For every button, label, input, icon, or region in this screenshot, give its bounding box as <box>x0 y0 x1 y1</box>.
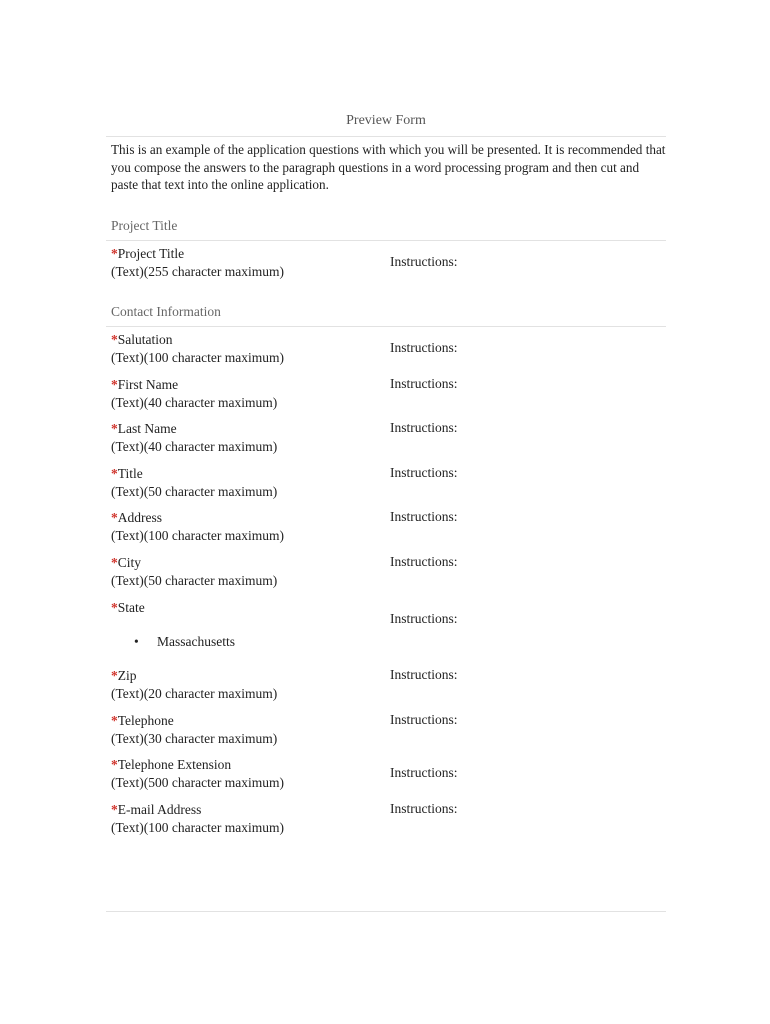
section-heading-contact-information: Contact Information <box>111 304 221 319</box>
section-divider <box>106 326 666 327</box>
field-address <box>111 509 381 545</box>
required-marker: * <box>111 421 118 436</box>
field-label: State <box>117 600 145 615</box>
preview-form <box>106 0 666 1024</box>
field-detail: (Text)(40 character maximum) <box>111 394 278 410</box>
field-detail: (Text)(100 character maximum) <box>111 349 284 365</box>
field-label-row <box>111 667 381 685</box>
field-label-row <box>111 465 381 483</box>
field-label-row <box>111 801 381 819</box>
field-label-row <box>111 245 381 263</box>
field-state <box>111 599 381 617</box>
instructions-label: Instructions: <box>390 376 458 391</box>
field-telephone-extension <box>111 756 381 792</box>
page-title: Preview Form <box>346 113 426 128</box>
required-marker: * <box>111 713 118 728</box>
list-item: • Massachusetts <box>111 634 235 650</box>
field-email-address <box>111 801 381 837</box>
field-label-row <box>111 420 381 438</box>
required-marker: * <box>111 246 118 261</box>
field-city <box>111 554 381 590</box>
field-label-row <box>111 509 381 527</box>
state-options-list <box>111 634 235 650</box>
required-marker: * <box>111 510 118 525</box>
field-detail: (Text)(50 character maximum) <box>111 483 278 499</box>
instructions-label: Instructions: <box>390 254 458 269</box>
field-project-title <box>111 245 381 281</box>
field-detail: (Text)(40 character maximum) <box>111 438 278 454</box>
field-detail: (Text)(100 character maximum) <box>111 527 284 543</box>
instructions-label: Instructions: <box>390 465 458 480</box>
footer-divider <box>106 911 666 912</box>
field-detail: (Text)(50 character maximum) <box>111 572 278 588</box>
instructions-label: Instructions: <box>390 611 458 626</box>
field-label: City <box>117 555 142 570</box>
section-heading-project-title: Project Title <box>111 218 178 233</box>
field-label: First Name <box>117 377 179 392</box>
title-divider <box>106 136 666 137</box>
instructions-label: Instructions: <box>390 667 458 682</box>
field-detail: (Text)(255 character maximum) <box>111 263 284 279</box>
field-detail: (Text)(500 character maximum) <box>111 774 284 790</box>
required-marker: * <box>111 668 118 683</box>
instructions-label: Instructions: <box>390 420 458 435</box>
intro-paragraph: This is an example of the application questions with which you will be presented. It is recommended that you compose the answers to the paragraph questions in a word processing program and then cut and paste that text into the online application. <box>111 142 666 193</box>
field-label-row <box>111 712 381 730</box>
field-label: Telephone <box>117 713 174 728</box>
field-label: Address <box>117 510 162 525</box>
required-marker: * <box>111 802 118 817</box>
required-marker: * <box>111 555 118 570</box>
instructions-label: Instructions: <box>390 801 458 816</box>
field-label-row <box>111 376 381 394</box>
field-label-row <box>111 756 381 774</box>
field-detail: (Text)(100 character maximum) <box>111 819 284 835</box>
field-title <box>111 465 381 501</box>
field-salutation <box>111 331 381 367</box>
field-label-row <box>111 599 381 617</box>
required-marker: * <box>111 466 118 481</box>
field-label: Last Name <box>117 421 177 436</box>
instructions-label: Instructions: <box>390 712 458 727</box>
section-divider <box>106 240 666 241</box>
field-label-row <box>111 331 381 349</box>
field-label: Salutation <box>117 332 173 347</box>
field-label: Zip <box>117 668 137 683</box>
instructions-label: Instructions: <box>390 765 458 780</box>
instructions-label: Instructions: <box>390 340 458 355</box>
field-telephone <box>111 712 381 748</box>
field-detail: (Text)(30 character maximum) <box>111 730 278 746</box>
field-first-name <box>111 376 381 412</box>
field-label: Project Title <box>117 246 185 261</box>
field-label-row <box>111 554 381 572</box>
instructions-label: Instructions: <box>390 554 458 569</box>
field-label: E-mail Address <box>117 802 202 817</box>
required-marker: * <box>111 332 118 347</box>
required-marker: * <box>111 600 118 615</box>
field-label: Telephone Extension <box>117 757 232 772</box>
field-detail: (Text)(20 character maximum) <box>111 685 278 701</box>
required-marker: * <box>111 757 118 772</box>
instructions-label: Instructions: <box>390 509 458 524</box>
field-label: Title <box>117 466 143 481</box>
required-marker: * <box>111 377 118 392</box>
field-zip <box>111 667 381 703</box>
field-last-name <box>111 420 381 456</box>
